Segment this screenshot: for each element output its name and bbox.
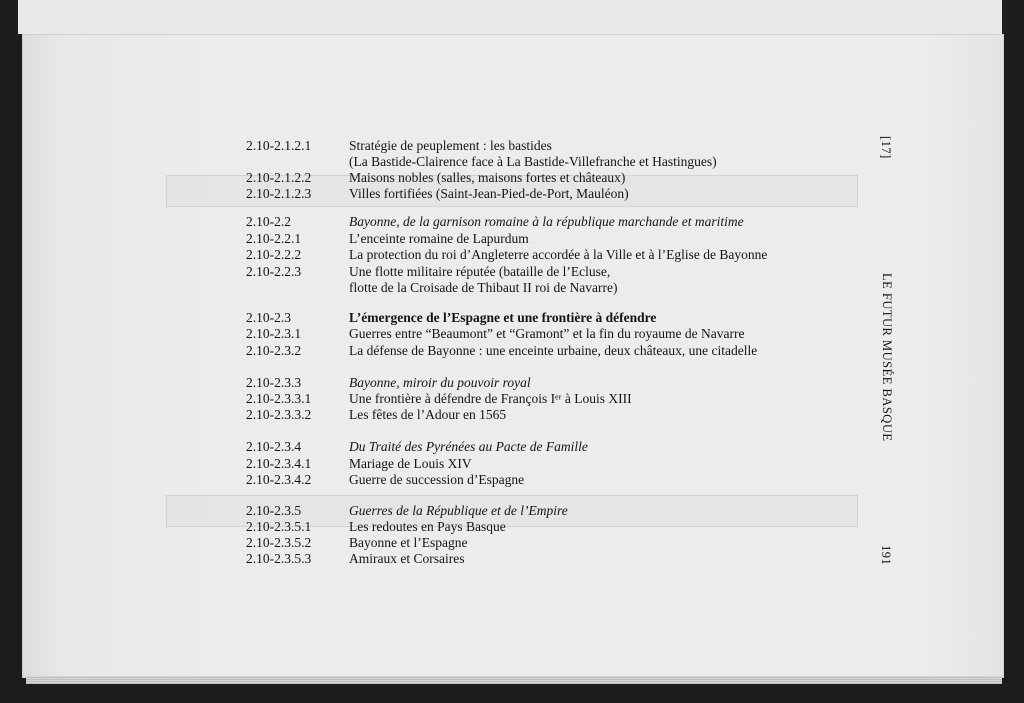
- section-title: Mariage de Louis XIV: [349, 456, 472, 471]
- toc-entry: [0, 472, 1024, 488]
- section-title: L’émergence de l’Espagne et une frontière à défendre: [349, 310, 657, 325]
- page-stack-edge: [26, 676, 1002, 684]
- section-number: 2.10-2.3.5.1: [246, 519, 312, 534]
- section-title: Les redoutes en Pays Basque: [349, 519, 506, 534]
- section-title: Bayonne, miroir du pouvoir royal: [349, 375, 531, 390]
- section-title: Guerres entre “Beaumont” et “Gramont” et la fin du royaume de Navarre: [349, 326, 745, 341]
- toc-entry: [0, 456, 1024, 472]
- toc-entry: [0, 310, 1024, 326]
- section-title: La protection du roi d’Angleterre accordée à la Ville et à l’Eglise de Bayonne: [349, 247, 768, 262]
- facing-page-edge: [18, 0, 1002, 34]
- section-number: 2.10-2.3: [246, 310, 291, 325]
- section-number: 2.10-2.3.4.2: [246, 472, 312, 487]
- section-number: 2.10-2.3.5.2: [246, 535, 312, 550]
- section-number: 2.10-2.3.3.2: [246, 407, 312, 422]
- section-number: 2.10-2.3.5.3: [246, 551, 312, 566]
- section-number: 2.10-2.1.2.2: [246, 170, 312, 185]
- toc-entry: [0, 170, 1024, 186]
- toc-entry: [0, 247, 1024, 263]
- toc-entry: [0, 231, 1024, 247]
- toc-entry: [0, 519, 1024, 535]
- toc-entry: [0, 503, 1024, 519]
- toc-entry: [0, 343, 1024, 359]
- toc-entry: [0, 138, 1024, 154]
- section-title: Guerres de la République et de l’Empire: [349, 503, 568, 518]
- section-number: 2.10-2.3.3: [246, 375, 302, 390]
- toc-entry: [0, 186, 1024, 202]
- toc-entry: [0, 535, 1024, 551]
- section-title: (La Bastide-Clairence face à La Bastide-Villefranche et Hastingues): [349, 154, 717, 169]
- toc-entry: [0, 264, 1024, 280]
- section-title: Bayonne, de la garnison romaine à la république marchande et maritime: [349, 214, 744, 229]
- toc-entry: [0, 214, 1024, 230]
- toc-entry: [0, 551, 1024, 567]
- section-number: 2.10-2.2.2: [246, 247, 302, 262]
- toc-entry: [0, 391, 1024, 407]
- toc-entry: [0, 439, 1024, 455]
- section-number: 2.10-2.3.1: [246, 326, 302, 341]
- section-number: 2.10-2.1.2.1: [246, 138, 312, 153]
- page-number: 191: [879, 545, 893, 566]
- section-title: Les fêtes de l’Adour en 1565: [349, 407, 507, 422]
- toc-entry-continuation: [0, 280, 1024, 296]
- section-title: Une frontière à défendre de François Iᵉʳ à Louis XIII: [349, 391, 632, 406]
- section-number: 2.10-2.3.5: [246, 503, 302, 518]
- section-title: Bayonne et l’Espagne: [349, 535, 468, 550]
- section-number: 2.10-2.3.4.1: [246, 456, 312, 471]
- running-title: LE FUTUR MUSÉE BASQUE: [880, 273, 894, 442]
- page-marker: [17]: [879, 136, 893, 159]
- section-number: 2.10-2.2: [246, 214, 291, 229]
- section-title: Maisons nobles (salles, maisons fortes et châteaux): [349, 170, 626, 185]
- section-title: Amiraux et Corsaires: [349, 551, 465, 566]
- section-title: Guerre de succession d’Espagne: [349, 472, 525, 487]
- section-title: Du Traité des Pyrénées au Pacte de Famille: [349, 439, 588, 454]
- toc-entry: [0, 407, 1024, 423]
- section-number: 2.10-2.3.4: [246, 439, 302, 454]
- section-title: flotte de la Croisade de Thibaut II roi de Navarre): [349, 280, 618, 295]
- section-number: 2.10-2.2.3: [246, 264, 302, 279]
- toc-entry-continuation: [0, 154, 1024, 170]
- section-title: Stratégie de peuplement : les bastides: [349, 138, 552, 153]
- section-number: 2.10-2.3.2: [246, 343, 302, 358]
- section-number: 2.10-2.3.3.1: [246, 391, 312, 406]
- toc-entry: [0, 326, 1024, 342]
- section-number: 2.10-2.1.2.3: [246, 186, 312, 201]
- section-title: L’enceinte romaine de Lapurdum: [349, 231, 529, 246]
- toc-entry: [0, 375, 1024, 391]
- section-title: Villes fortifiées (Saint-Jean-Pied-de-Port, Mauléon): [349, 186, 629, 201]
- section-title: La défense de Bayonne : une enceinte urbaine, deux châteaux, une citadelle: [349, 343, 758, 358]
- section-title: Une flotte militaire réputée (bataille de l’Ecluse,: [349, 264, 611, 279]
- section-number: 2.10-2.2.1: [246, 231, 302, 246]
